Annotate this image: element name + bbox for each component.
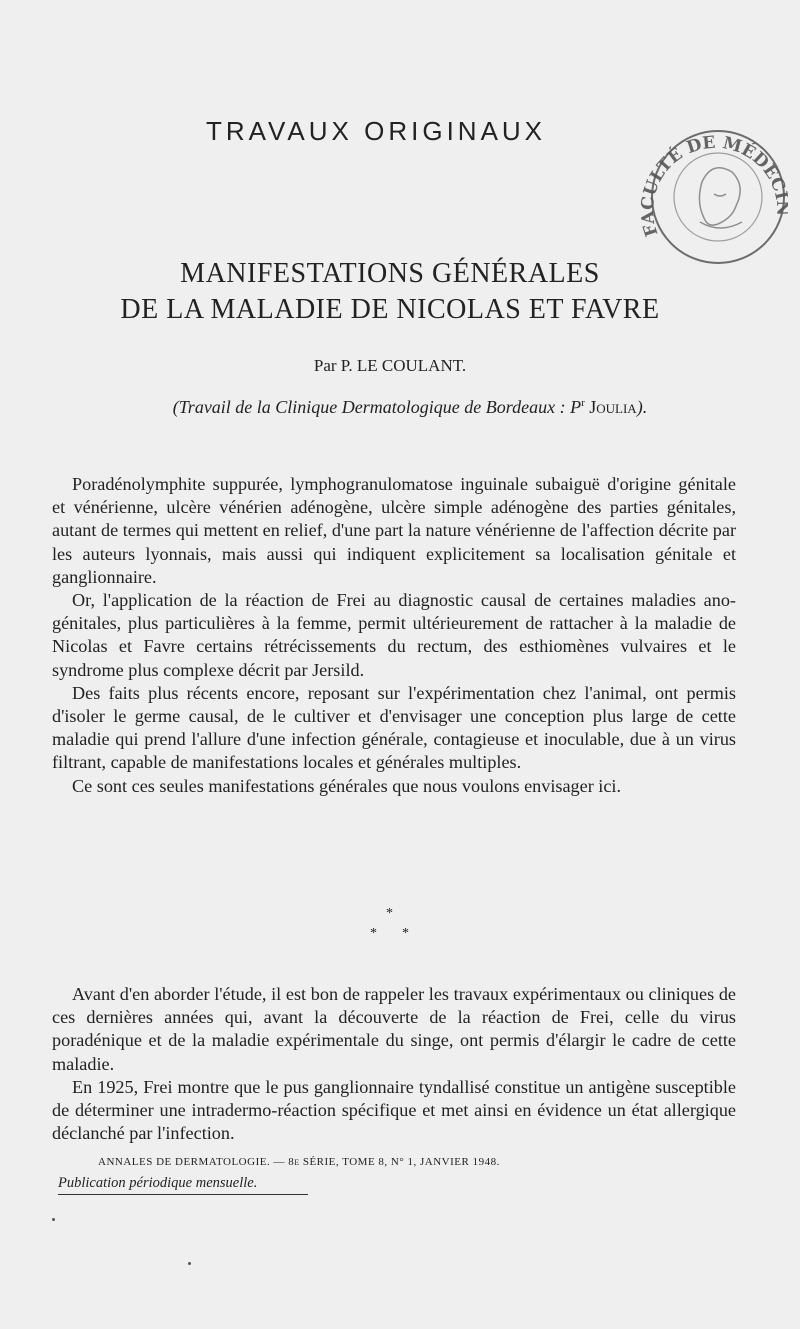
section-heading: TRAVAUX ORIGINAUX [205, 116, 547, 146]
title-line-1: MANIFESTATIONS GÉNÉRALES [180, 258, 600, 289]
paragraph: Des faits plus récents encore, reposant sur l'expérimentation chez l'animal, ont permis d'isoler le germe causal, de le cultiver et d'envisager une conception plus large de cette maladie qui prend l'allure d'une infection générale, contagieuse et inoculable, due à un virus filtrant, capable de manifestations locales et générales multiples. [52, 682, 736, 773]
body-text-section-2 [52, 983, 736, 1145]
print-speck [188, 1262, 191, 1265]
library-stamp [636, 112, 788, 277]
body-text-section-1 [52, 473, 736, 798]
paragraph: Avant d'en aborder l'étude, il est bon de rappeler les travaux expérimentaux ou cliniques de ces dernières années qui, avant la découverte de la réaction de Frei, celle du virus poradénique et de la maladie expérimentale du singe, ont permis d'élargir le cadre de cette maladie. [52, 984, 736, 1074]
asterisk: * [402, 926, 409, 941]
article-title [60, 256, 720, 328]
publication-note: Publication périodique mensuelle. [58, 1175, 308, 1195]
stamp-text: FACULTÉ DE MÉDEC [637, 132, 788, 239]
paragraph: Poradénolymphite suppurée, lymphogranulomatose inguinale subaiguë d'origine génitale et vénérienne, ulcère vénérien adénogène, ulcère simple adénogène des parties génitales, autant de termes qui mettent en relief, d'une part la nature vénérienne de l'affection décrite par les auteurs lyonnais, mais aussi qui indiquent explicitement sa localisation génitale et ganglionnaire. [52, 474, 736, 587]
title-line-2: DE LA MALADIE DE NICOLAS ET FAVRE [120, 294, 660, 325]
journal-citation: ANNALES DE DERMATOLOGIE. — 8e SÉRIE, TOME 8, N° 1, JANVIER 1948. [98, 1156, 500, 1168]
asterisk: * [386, 906, 393, 921]
paragraph: En 1925, Frei montre que le pus ganglionnaire tyndallisé constitue un antigène susceptible de déterminer une intradermo-réaction spécifique et met ainsi en évidence un état allergique déclanché par l'infection. [52, 1076, 736, 1144]
affiliation-line: (Travail de la Clinique Dermatologique de Bordeaux : $P^r$ Joulia). [172, 397, 648, 417]
paragraph: Ce sont ces seules manifestations générales que nous voulons envisager ici. [72, 775, 622, 796]
paragraph: Or, l'application de la réaction de Frei au diagnostic causal de certaines maladies ano-génitales, plus particulières à la femme, permit ultérieurement de rattacher à la maladie de Nicolas et Favre certains rétrécissements du rectum, des esthiomènes vulvaires et le syndrome plus complexe décrit par Jersild. [52, 590, 736, 680]
print-speck [52, 1218, 55, 1221]
author-line: Par P. LE COULANT. [313, 356, 467, 375]
asterisk: * [370, 926, 377, 941]
section-separator [360, 906, 420, 946]
